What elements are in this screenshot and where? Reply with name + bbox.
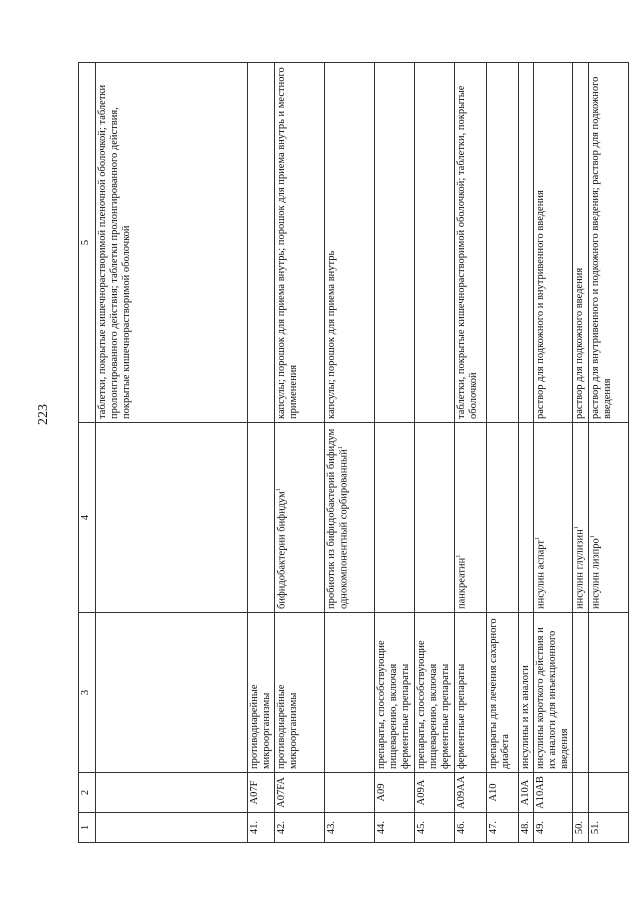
dosage-form-cell-text: раствор для подкожного и внутривенного введения	[535, 190, 547, 419]
atc-code-cell	[487, 773, 519, 813]
row-number-cell	[325, 813, 375, 843]
row-number-cell-text: 42.	[276, 820, 288, 835]
row-number-cell-text: 45.	[416, 820, 428, 835]
row-number-cell-text: 48.	[520, 820, 532, 835]
table-row	[487, 63, 519, 843]
dosage-form-cell-text: раствор для внутривенного и подкожного введения; раствор для подкожного введения	[590, 76, 614, 419]
table-row	[248, 63, 275, 843]
dosage-form-cell	[325, 63, 375, 423]
dosage-form-cell	[455, 63, 487, 423]
atc-code-cell-text: A07F	[249, 780, 260, 805]
atc-code-cell	[415, 773, 455, 813]
atc-code-cell	[573, 773, 589, 813]
drug-name-cell-text: инсулин лизпро	[590, 538, 602, 609]
group-name-cell	[96, 613, 248, 773]
drug-name-cell	[415, 423, 455, 613]
group-name-cell-text: инсулины и их аналоги	[520, 665, 532, 769]
group-name-cell-text: противодиарейные микроорганизмы	[276, 684, 300, 769]
atc-code-cell	[96, 773, 248, 813]
drug-name-cell	[455, 423, 487, 613]
group-name-cell-text: инсулины короткого действия и их аналоги для инъекционного введения	[535, 627, 571, 769]
dosage-form-cell	[96, 63, 248, 423]
row-number-cell	[487, 813, 519, 843]
footnote-marker: 1	[338, 446, 345, 450]
dosage-form-cell	[487, 63, 519, 423]
drug-name-cell	[573, 423, 589, 613]
table-row	[96, 63, 248, 843]
atc-code-cell	[534, 773, 573, 813]
group-name-cell	[519, 613, 534, 773]
dosage-form-cell	[589, 63, 629, 423]
atc-code-cell	[248, 773, 275, 813]
row-number-cell-text: 50.	[574, 820, 586, 835]
group-name-cell	[487, 613, 519, 773]
table-body	[96, 63, 629, 843]
footnote-marker: 1	[590, 535, 597, 539]
dosage-form-cell-text: таблетки, покрытые кишечнорастворимой пленочной оболочкой; таблетки пролонгированного действия; таблетки пролонгированного действия, покрытые кишечнорастворимой оболочкой	[97, 84, 133, 419]
group-name-cell	[589, 613, 629, 773]
dosage-form-cell	[248, 63, 275, 423]
table-row	[415, 63, 455, 843]
drug-name-cell	[96, 423, 248, 613]
group-name-cell	[248, 613, 275, 773]
row-number-cell	[248, 813, 275, 843]
drug-name-cell	[375, 423, 415, 613]
atc-code-cell-text: A10	[488, 783, 500, 802]
table-row	[519, 63, 534, 843]
atc-code-cell-text: A09	[376, 783, 388, 802]
row-number-cell-text: 41.	[249, 820, 260, 835]
group-name-cell-text: ферментные препараты	[456, 663, 468, 769]
footnote-marker: 1	[456, 554, 463, 558]
row-number-cell	[589, 813, 629, 843]
group-name-cell-text: препараты для лечения сахарного диабета	[488, 618, 512, 769]
col-header-4: 4	[79, 423, 96, 613]
row-number-cell-text: 46.	[456, 820, 468, 835]
row-number-cell	[275, 813, 325, 843]
group-name-cell-text: препараты, способствующие пищеварению, включая ферментные препараты	[376, 640, 412, 769]
table-row	[325, 63, 375, 843]
dosage-form-cell-text: раствор для подкожного введения	[574, 267, 586, 419]
group-name-cell	[573, 613, 589, 773]
table-row	[573, 63, 589, 843]
row-number-cell	[96, 813, 248, 843]
table-row	[375, 63, 415, 843]
atc-code-cell-text: A09A	[416, 779, 428, 806]
drug-name-cell	[487, 423, 519, 613]
col-header-1: 1	[79, 813, 96, 843]
row-number-cell	[415, 813, 455, 843]
row-number-cell	[534, 813, 573, 843]
dosage-form-cell	[415, 63, 455, 423]
dosage-form-cell-text: капсулы; порошок для приема внутрь; порошок для приема внутрь и местного применения	[276, 67, 300, 419]
col-header-2: 2	[79, 773, 96, 813]
drug-name-cell-text: бифидобактерии бифидум	[276, 491, 288, 609]
dosage-form-cell-text: таблетки, покрытые кишечнорастворимой оболочкой; таблетки, покрытые оболочкой	[456, 85, 480, 419]
group-name-cell	[534, 613, 573, 773]
drug-name-cell	[534, 423, 573, 613]
row-number-cell	[519, 813, 534, 843]
drug-name-cell	[325, 423, 375, 613]
drug-table	[78, 62, 629, 843]
row-number-cell	[375, 813, 415, 843]
row-number-cell-text: 47.	[488, 820, 500, 835]
atc-code-cell-text: A07FA	[276, 777, 288, 808]
row-number-cell	[455, 813, 487, 843]
col-header-5: 5	[79, 63, 96, 423]
table-row	[534, 63, 573, 843]
drug-name-cell-text: панкреатин	[456, 557, 468, 609]
header-row	[79, 63, 96, 843]
footnote-marker: 1	[276, 488, 283, 492]
drug-name-cell	[589, 423, 629, 613]
page-number: 223	[36, 404, 51, 425]
group-name-cell	[275, 613, 325, 773]
atc-code-cell	[375, 773, 415, 813]
group-name-cell-text: препараты, способствующие пищеварению, включая ферментные препараты	[416, 640, 452, 769]
group-name-cell	[325, 613, 375, 773]
row-number-cell	[573, 813, 589, 843]
atc-code-cell	[519, 773, 534, 813]
drug-name-cell-text: инсулин аспарт	[535, 540, 547, 609]
dosage-form-cell	[275, 63, 325, 423]
table-row	[455, 63, 487, 843]
drug-name-cell-text: инсулин глулизин	[574, 529, 586, 609]
dosage-form-cell	[573, 63, 589, 423]
atc-code-cell	[589, 773, 629, 813]
atc-code-cell	[455, 773, 487, 813]
dosage-form-cell	[534, 63, 573, 423]
row-number-cell-text: 43.	[326, 820, 338, 835]
footnote-marker: 1	[535, 537, 542, 541]
table-row	[589, 63, 629, 843]
dosage-form-cell-text: капсулы; порошок для приема внутрь	[326, 250, 338, 419]
dosage-form-cell	[519, 63, 534, 423]
drug-name-cell	[519, 423, 534, 613]
row-number-cell-text: 49.	[535, 820, 547, 835]
row-number-cell-text: 51.	[590, 820, 602, 835]
atc-code-cell-text: A09AA	[456, 775, 468, 809]
dosage-form-cell	[375, 63, 415, 423]
group-name-cell	[375, 613, 415, 773]
drug-name-cell	[248, 423, 275, 613]
table-row	[275, 63, 325, 843]
rotated-table-container	[78, 63, 618, 843]
drug-name-cell-text: пробиотик из бифидобактерий бифидум однокомпонентный сорбированный	[326, 428, 350, 609]
group-name-cell	[415, 613, 455, 773]
group-name-cell	[455, 613, 487, 773]
drug-name-cell	[275, 423, 325, 613]
atc-code-cell-text: A10AB	[535, 776, 547, 809]
col-header-3: 3	[79, 613, 96, 773]
atc-code-cell	[275, 773, 325, 813]
atc-code-cell-text: A10A	[520, 779, 532, 806]
group-name-cell-text: противодиарейные микроорганизмы	[249, 684, 273, 769]
row-number-cell-text: 44.	[376, 820, 388, 835]
atc-code-cell	[325, 773, 375, 813]
footnote-marker: 1	[574, 526, 581, 530]
